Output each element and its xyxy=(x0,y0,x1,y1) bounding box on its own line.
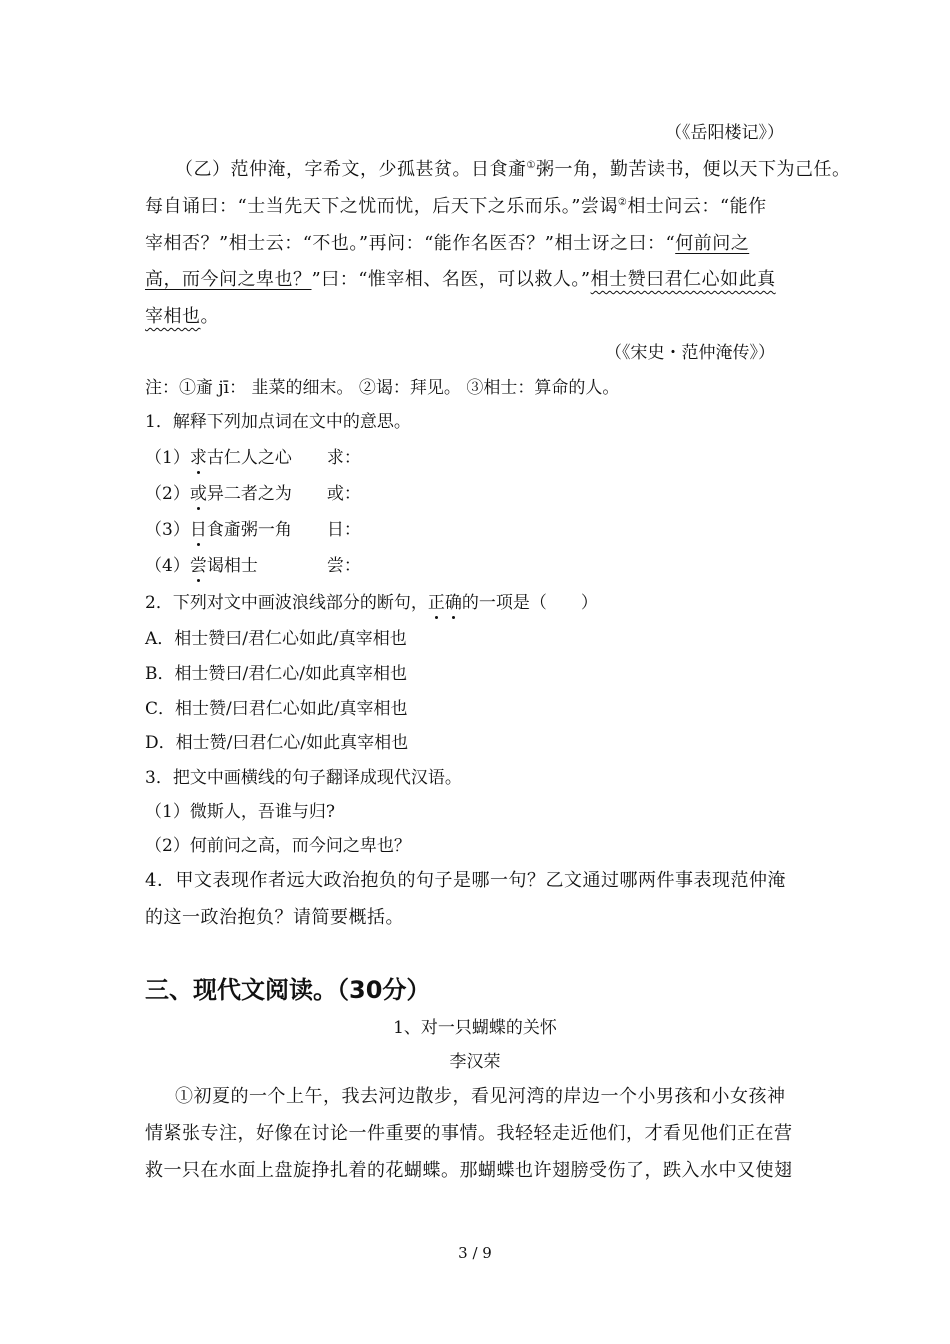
q3-item-1: （1）微斯人，吾谁与归? xyxy=(145,802,335,822)
dotted-word: 或 xyxy=(189,484,207,504)
underlined-sentence-part-1: 何前问之 xyxy=(675,233,750,254)
dotted-word: 日 xyxy=(189,520,207,540)
answer-blank: 或： xyxy=(326,484,361,504)
passage-b-line-2: 每自诵曰：“士当先天下之忧而忧，后天下之乐而乐。”尝谒②相士问云：“能作 xyxy=(145,196,767,217)
dotted-word: 正 xyxy=(427,593,445,613)
q1-item-4: （4）尝谒相士 尝： xyxy=(145,556,361,576)
passage-b-line-4: 高，而今问之卑也？”曰：“惟宰相、名医，可以救人。”相士赞曰君仁心如此真 xyxy=(145,269,776,290)
wavy-sentence-part-1: 相士赞曰君仁心如此真 xyxy=(590,269,776,290)
q3-title: 3．把文中画横线的句子翻译成现代汉语。 xyxy=(145,768,462,788)
dotted-word: 尝 xyxy=(189,556,207,576)
article-title: 1、对一只蝴蝶的关怀 xyxy=(393,1018,557,1038)
q1-item-1: （1）求古仁人之心 求： xyxy=(145,448,361,468)
article-line-1: ①初夏的一个上午，我去河边散步，看见河湾的岸边一个小男孩和小女孩神 xyxy=(175,1086,786,1107)
source-songshi: （《宋史・范仲淹传》） xyxy=(605,343,775,363)
notes: 注：①齑 jī： 韭菜的细末。 ②谒：拜见。 ③相士：算命的人。 xyxy=(145,378,620,398)
answer-blank: 日： xyxy=(326,520,361,540)
passage-b-line-1: （乙）范仲淹，字希文，少孤甚贫。日食齑①粥一角，勤苦读书，便以天下为己任。 xyxy=(175,159,851,180)
q2-option-c: C．相士赞/曰君仁心如此/真宰相也 xyxy=(145,699,408,719)
q1-item-3: （3）日食齑粥一角 日： xyxy=(145,520,361,540)
underlined-sentence-part-2: 高，而今问之卑也？ xyxy=(145,269,312,290)
source-yueyang: （《岳阳楼记》） xyxy=(665,123,784,143)
dotted-word: 求 xyxy=(189,448,207,468)
footnote-mark-2: ② xyxy=(617,197,628,208)
section-3-heading: 三、现代文阅读。（30分） xyxy=(145,976,431,1004)
q1-title: 1．解释下列加点词在文中的意思。 xyxy=(145,412,411,432)
footnote-mark-1: ① xyxy=(526,160,536,171)
dotted-word: 确 xyxy=(444,593,462,613)
q4-line-2: 的这一政治抱负？请简要概括。 xyxy=(145,907,404,928)
article-author: 李汉荣 xyxy=(449,1052,501,1072)
article-line-3: 救一只在水面上盘旋挣扎着的花蝴蝶。那蝴蝶也许翅膀受伤了，跌入水中又使翅 xyxy=(145,1160,793,1181)
q2-option-d: D．相士赞/曰君仁心/如此真宰相也 xyxy=(145,733,409,753)
wavy-sentence-part-2: 宰相也 xyxy=(145,306,201,327)
q4-line-1: 4．甲文表现作者远大政治抱负的句子是哪一句？乙文通过哪两件事表现范仲淹 xyxy=(145,870,786,891)
answer-blank: 尝： xyxy=(326,556,361,576)
answer-blank: 求： xyxy=(326,448,361,468)
passage-b-line-5: 宰相也。 xyxy=(145,306,219,327)
q2-option-a: A．相士赞曰/君仁心如此/真宰相也 xyxy=(145,629,407,649)
page-number: 3 / 9 xyxy=(458,1244,492,1262)
q3-item-2: （2）何前问之高，而今问之卑也？ xyxy=(145,836,411,856)
passage-b-line-3: 宰相否？”相士云：“不也。”再问：“能作名医否？”相士讶之曰：“何前问之 xyxy=(145,233,750,254)
article-line-2: 情紧张专注，好像在讨论一件重要的事情。我轻轻走近他们，才看见他们正在营 xyxy=(145,1123,793,1144)
q1-item-2: （2）或异二者之为 或： xyxy=(145,484,361,504)
q2-title: 2．下列对文中画波浪线部分的断句，正确的一项是（ ） xyxy=(145,593,598,613)
q2-option-b: B．相士赞曰/君仁心/如此真宰相也 xyxy=(145,664,407,684)
